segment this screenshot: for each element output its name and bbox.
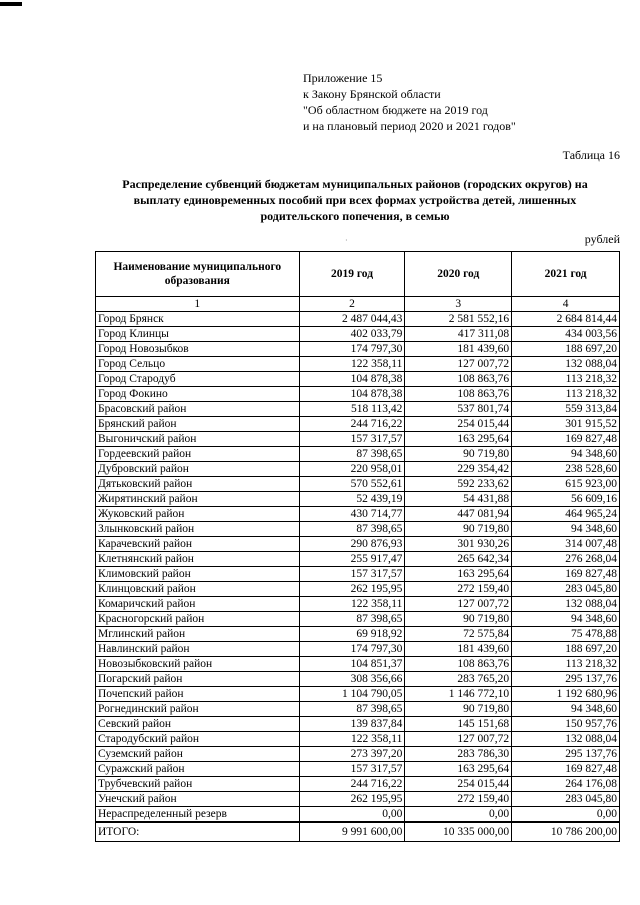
value-2019: 87 398,65 [299,702,405,717]
value-2019: 220 958,01 [299,462,405,477]
table-row [96,717,620,732]
appendix-note [303,70,516,134]
municipality-name: Суземский район [96,747,300,762]
appendix-line: к Закону Брянской области [303,87,441,101]
table-row [96,807,620,823]
value-2021: 314 007,48 [512,537,620,552]
value-2021: 169 827,48 [512,567,620,582]
header-2019: 2019 год [299,252,405,297]
municipality-name: Брасовский район [96,402,300,417]
value-2020: 592 233,62 [405,477,512,492]
municipality-name: Дубровский район [96,462,300,477]
header-2020: 2020 год [405,252,512,297]
value-2020: 447 081,94 [405,507,512,522]
table-row [96,642,620,657]
value-2020: 229 354,42 [405,462,512,477]
value-2020: 127 007,72 [405,597,512,612]
value-2021: 132 088,04 [512,732,620,747]
municipality-name: Суражский район [96,762,300,777]
value-2021: 238 528,60 [512,462,620,477]
value-2019: 0,00 [299,807,405,823]
municipality-name: Погарский район [96,672,300,687]
table-row [96,522,620,537]
municipality-name: Красногорский район [96,612,300,627]
table-row [96,327,620,342]
table-row [96,792,620,807]
value-2019: 104 878,38 [299,372,405,387]
value-2021: 615 923,00 [512,477,620,492]
value-2021: 94 348,60 [512,702,620,717]
municipality-name: Гордеевский район [96,447,300,462]
value-2021: 276 268,04 [512,552,620,567]
municipality-name: Город Стародуб [96,372,300,387]
value-2020: 90 719,80 [405,522,512,537]
municipality-name: Город Брянск [96,312,300,327]
municipality-name: Климовский район [96,567,300,582]
value-2021: 2 684 814,44 [512,312,620,327]
value-2019: 244 716,22 [299,417,405,432]
value-2019: 570 552,61 [299,477,405,492]
value-2021: 56 609,16 [512,492,620,507]
value-2019: 157 317,57 [299,567,405,582]
value-2021: 283 045,80 [512,792,620,807]
scan-speck: · [345,236,348,245]
value-2019: 174 797,30 [299,342,405,357]
value-2019: 139 837,84 [299,717,405,732]
value-2019: 290 876,93 [299,537,405,552]
table-row [96,597,620,612]
value-2020: 272 159,40 [405,582,512,597]
municipality-name: Трубчевский район [96,777,300,792]
value-2021: 94 348,60 [512,612,620,627]
header-2021: 2021 год [512,252,620,297]
table-row [96,462,620,477]
value-2021: 113 218,32 [512,387,620,402]
municipality-name: Стародубский район [96,732,300,747]
municipality-name: Жирятинский район [96,492,300,507]
table-row [96,672,620,687]
value-2021: 188 697,20 [512,342,620,357]
value-2021: 295 137,76 [512,672,620,687]
value-2020: 90 719,80 [405,612,512,627]
municipality-name: Карачевский район [96,537,300,552]
municipality-name: Город Новозыбков [96,342,300,357]
municipality-name: Нераспределенный резерв [96,807,300,823]
value-2021: 113 218,32 [512,657,620,672]
table-row [96,357,620,372]
value-2019: 174 797,30 [299,642,405,657]
column-number: 4 [512,297,620,312]
value-2019: 402 033,79 [299,327,405,342]
value-2019: 122 358,11 [299,357,405,372]
value-2019: 273 397,20 [299,747,405,762]
value-2020: 108 863,76 [405,657,512,672]
table-number: Таблица 16 [562,148,620,162]
value-2021: 0,00 [512,807,620,823]
value-2021: 464 965,24 [512,507,620,522]
municipality-name: Севский район [96,717,300,732]
value-2020: 145 151,68 [405,717,512,732]
value-2020: 254 015,44 [405,777,512,792]
value-2019: 52 439,19 [299,492,405,507]
column-number-row [96,297,620,312]
value-2019: 104 851,37 [299,657,405,672]
value-2019: 87 398,65 [299,447,405,462]
title-line: выплату единовременных пособий при всех формах устройства детей, лишенных [133,193,577,207]
municipality-name: Унечский район [96,792,300,807]
value-2021: 559 313,84 [512,402,620,417]
value-2021: 295 137,76 [512,747,620,762]
table-row [96,387,620,402]
value-2020: 417 311,08 [405,327,512,342]
value-2021: 188 697,20 [512,642,620,657]
total-2021: 10 786 200,00 [512,822,620,842]
table-row [96,687,620,702]
table-row [96,432,620,447]
municipality-name: Навлинский район [96,642,300,657]
value-2020: 283 765,20 [405,672,512,687]
value-2020: 108 863,76 [405,372,512,387]
table-row [96,537,620,552]
value-2021: 94 348,60 [512,522,620,537]
table-row [96,552,620,567]
municipality-name: Дятьковский район [96,477,300,492]
table-row [96,312,620,327]
value-2021: 94 348,60 [512,447,620,462]
value-2019: 69 918,92 [299,627,405,642]
table-row [96,567,620,582]
value-2020: 127 007,72 [405,732,512,747]
column-number: 2 [299,297,405,312]
total-label: ИТОГО: [96,822,300,842]
value-2019: 262 195,95 [299,792,405,807]
value-2021: 132 088,04 [512,597,620,612]
table-row [96,777,620,792]
value-2021: 169 827,48 [512,432,620,447]
value-2019: 2 487 044,43 [299,312,405,327]
table-header-row [96,252,620,297]
value-2021: 1 192 680,96 [512,687,620,702]
scan-corner-mark [0,2,22,6]
value-2021: 132 088,04 [512,357,620,372]
municipality-name: Мглинский район [96,627,300,642]
municipality-name: Клетнянский район [96,552,300,567]
table-row [96,762,620,777]
table-row [96,747,620,762]
value-2020: 90 719,80 [405,702,512,717]
value-2019: 157 317,57 [299,762,405,777]
value-2019: 87 398,65 [299,612,405,627]
total-2020: 10 335 000,00 [405,822,512,842]
subsidy-table [95,251,620,842]
value-2019: 1 104 790,05 [299,687,405,702]
units-label: рублей [584,232,620,246]
title-line: Распределение субвенций бюджетам муниципальных районов (городских округов) на [122,177,588,191]
value-2019: 244 716,22 [299,777,405,792]
table-row [96,342,620,357]
value-2021: 283 045,80 [512,582,620,597]
table-row [96,372,620,387]
value-2020: 108 863,76 [405,387,512,402]
value-2020: 2 581 552,16 [405,312,512,327]
municipality-name: Жуковский район [96,507,300,522]
table-row [96,657,620,672]
value-2021: 264 176,08 [512,777,620,792]
municipality-name: Новозыбковский район [96,657,300,672]
value-2019: 308 356,66 [299,672,405,687]
title-line: родительского попечения, в семью [260,209,450,223]
value-2019: 255 917,47 [299,552,405,567]
table-row [96,627,620,642]
value-2020: 90 719,80 [405,447,512,462]
municipality-name: Клинцовский район [96,582,300,597]
column-number: 1 [96,297,300,312]
value-2020: 254 015,44 [405,417,512,432]
value-2019: 122 358,11 [299,597,405,612]
total-2019: 9 991 600,00 [299,822,405,842]
municipality-name: Комаричский район [96,597,300,612]
value-2020: 181 439,60 [405,642,512,657]
municipality-name: Брянский район [96,417,300,432]
value-2020: 72 575,84 [405,627,512,642]
value-2020: 1 146 772,10 [405,687,512,702]
appendix-line: Приложение 15 [303,71,383,85]
municipality-name: Рогнединский район [96,702,300,717]
value-2020: 283 786,30 [405,747,512,762]
value-2019: 104 878,38 [299,387,405,402]
table-row [96,447,620,462]
value-2020: 301 930,26 [405,537,512,552]
municipality-name: Злынковский район [96,522,300,537]
table-row [96,477,620,492]
appendix-line: и на плановый период 2020 и 2021 годов" [303,119,516,133]
value-2019: 430 714,77 [299,507,405,522]
value-2020: 537 801,74 [405,402,512,417]
value-2020: 127 007,72 [405,357,512,372]
document-title [110,176,600,224]
appendix-line: "Об областном бюджете на 2019 год [303,103,488,117]
municipality-name: Город Сельцо [96,357,300,372]
value-2021: 301 915,52 [512,417,620,432]
column-number: 3 [405,297,512,312]
municipality-name: Выгоничский район [96,432,300,447]
value-2021: 169 827,48 [512,762,620,777]
value-2019: 157 317,57 [299,432,405,447]
table-row [96,507,620,522]
table-row [96,402,620,417]
table-row [96,732,620,747]
value-2020: 0,00 [405,807,512,823]
table-row [96,417,620,432]
total-row [96,822,620,842]
table-body [96,312,620,823]
municipality-name: Город Фокино [96,387,300,402]
table-row [96,492,620,507]
municipality-name: Почепский район [96,687,300,702]
value-2020: 163 295,64 [405,567,512,582]
value-2021: 434 003,56 [512,327,620,342]
value-2019: 518 113,42 [299,402,405,417]
value-2020: 163 295,64 [405,762,512,777]
value-2019: 87 398,65 [299,522,405,537]
value-2021: 150 957,76 [512,717,620,732]
municipality-name: Город Клинцы [96,327,300,342]
value-2020: 181 439,60 [405,342,512,357]
table-row [96,702,620,717]
value-2019: 122 358,11 [299,732,405,747]
value-2020: 272 159,40 [405,792,512,807]
value-2020: 54 431,88 [405,492,512,507]
value-2019: 262 195,95 [299,582,405,597]
value-2020: 265 642,34 [405,552,512,567]
header-municipality: Наименование муниципального образования [96,252,300,297]
table-row [96,582,620,597]
value-2021: 113 218,32 [512,372,620,387]
table-row [96,612,620,627]
value-2020: 163 295,64 [405,432,512,447]
value-2021: 75 478,88 [512,627,620,642]
